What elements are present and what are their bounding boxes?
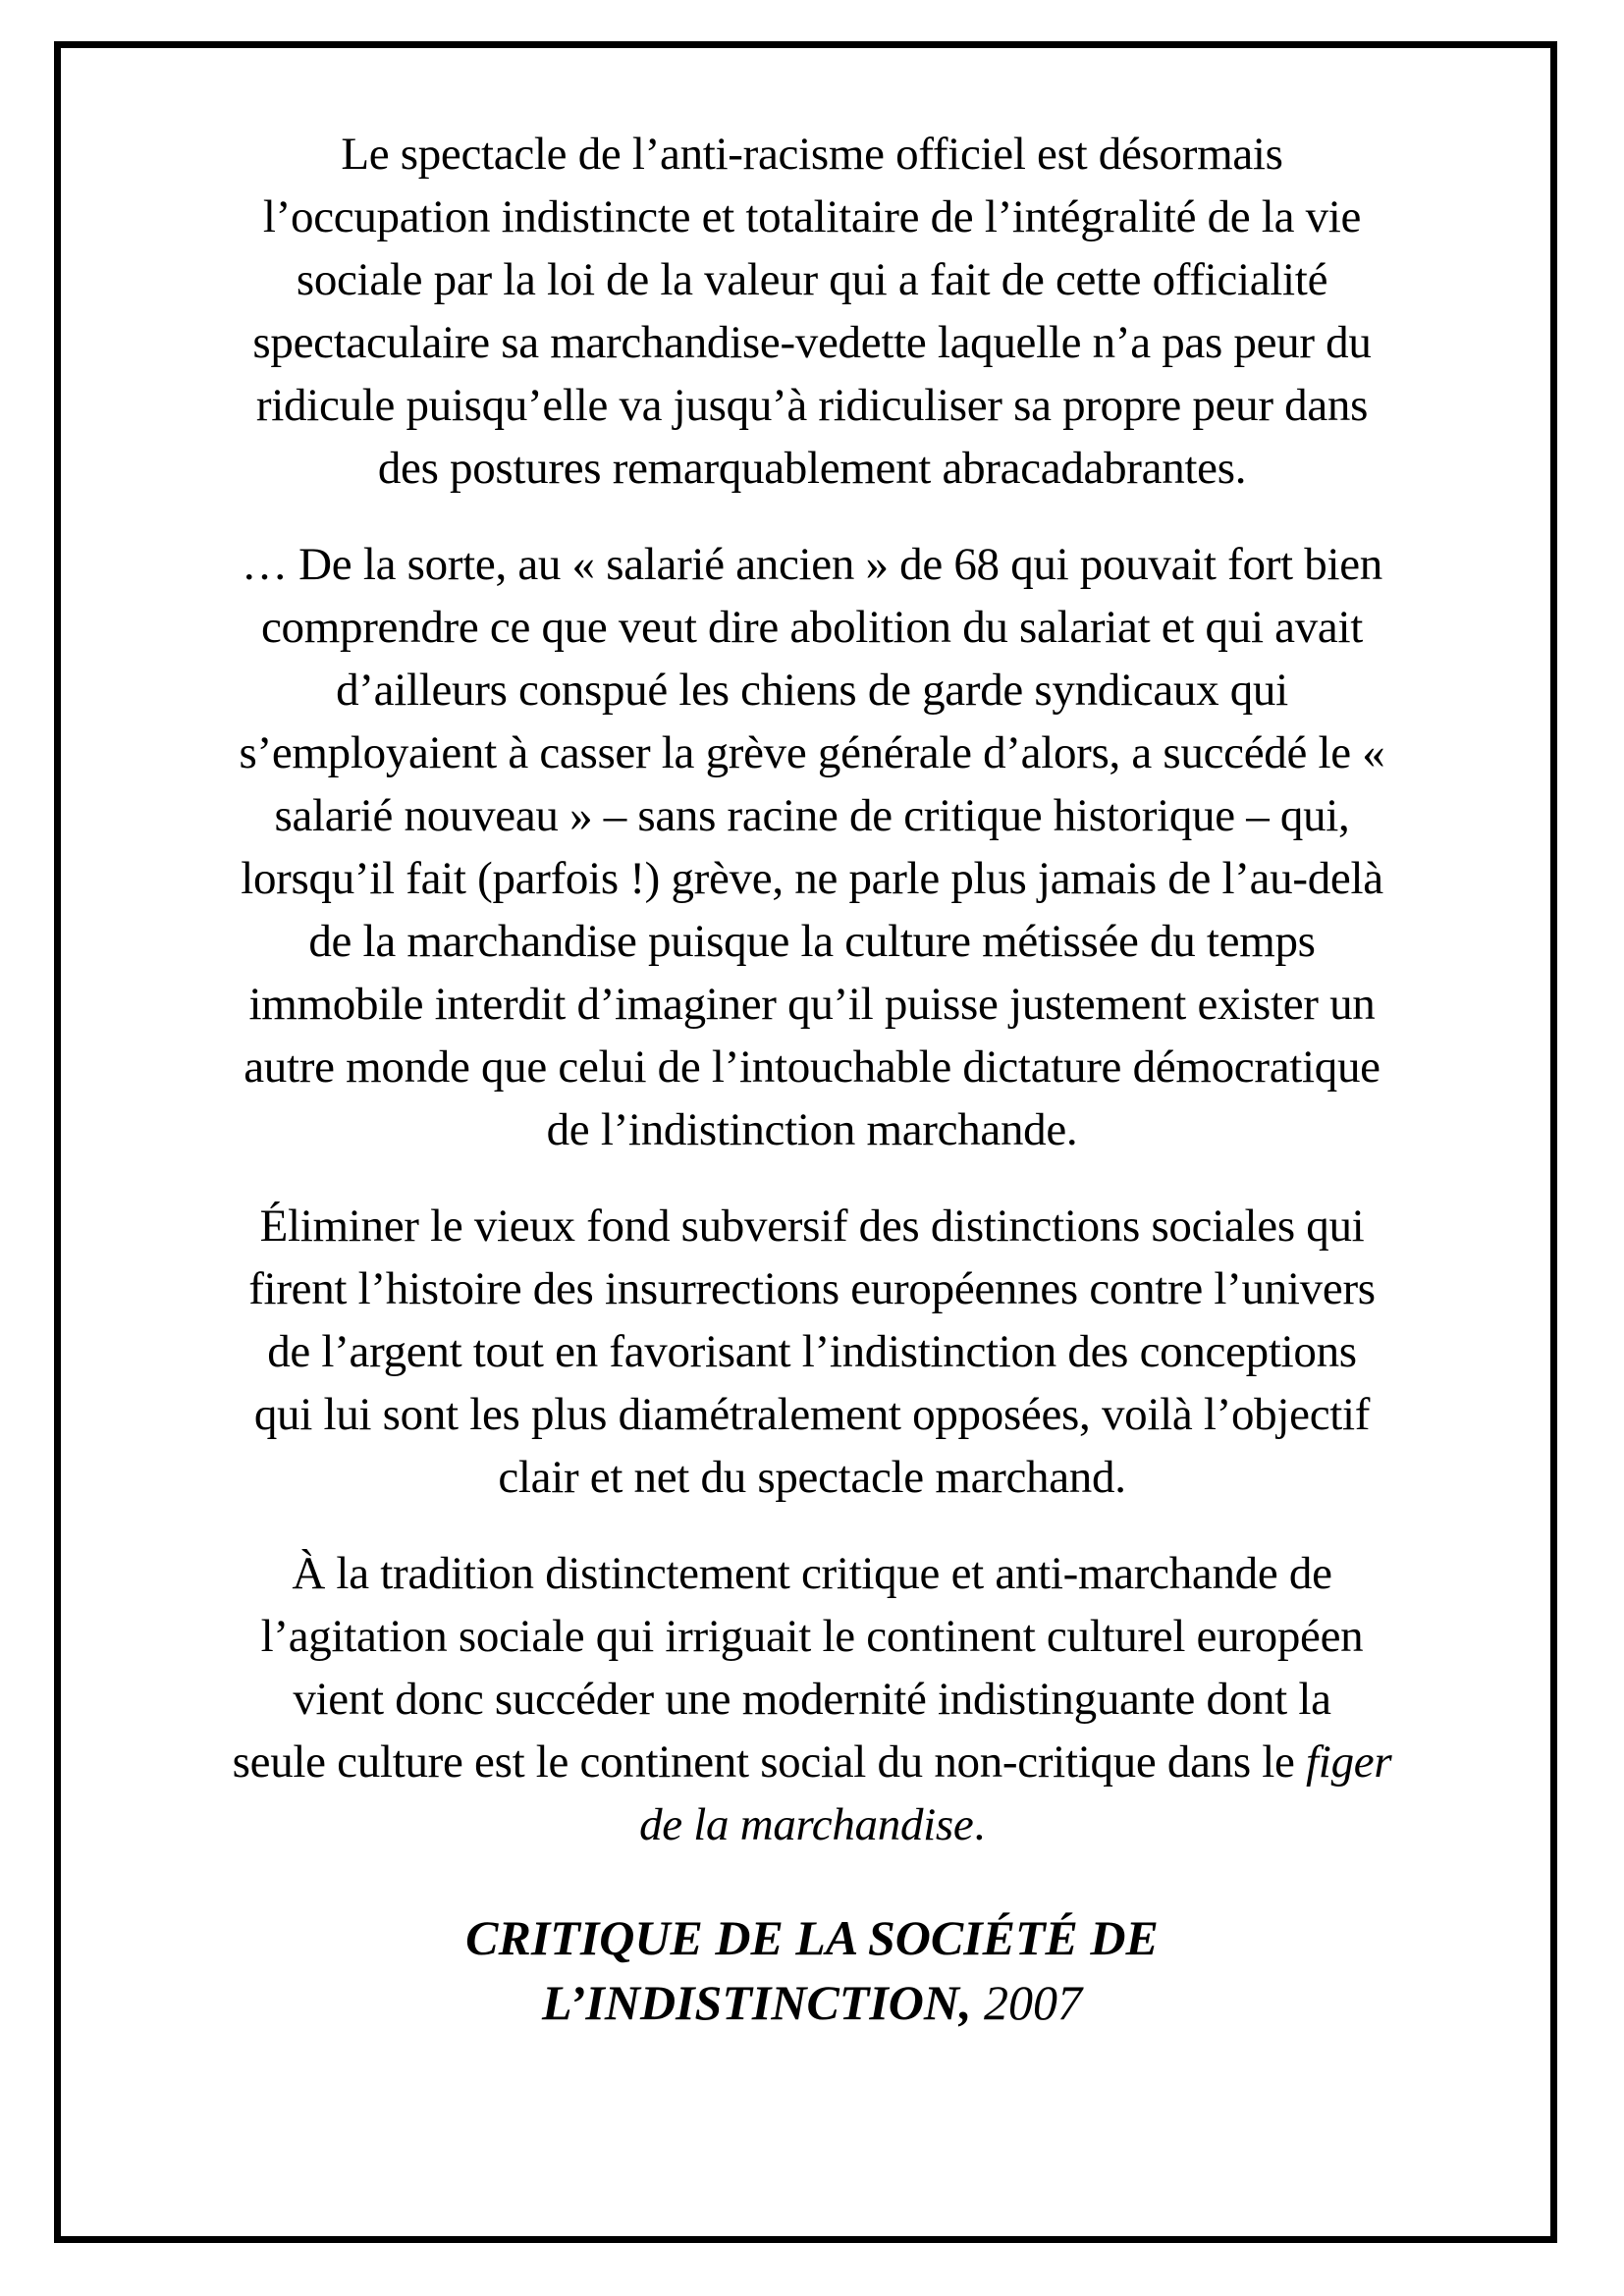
text-line: Éliminer le vieux fond subversif des distinctions sociales qui — [259, 1201, 1365, 1252]
text-line: salarié nouveau » – sans racine de critique historique – qui, — [274, 790, 1350, 841]
text-segment: seule culture est le continent social du non-critique dans le — [232, 1736, 1307, 1788]
text-line: clair et net du spectacle marchand. — [498, 1452, 1126, 1503]
text-line: … De la sorte, au « salarié ancien » de 68 qui pouvait fort bien — [242, 539, 1382, 590]
text-segment: . — [973, 1799, 985, 1850]
signature-line — [79, 1970, 1545, 2035]
paragraph-3 — [79, 1195, 1545, 1509]
text-line: À la tradition distinctement critique et anti-marchande de — [292, 1548, 1332, 1599]
text-line: comprendre ce que veut dire abolition du salariat et qui avait — [260, 602, 1364, 653]
paragraph-1 — [79, 123, 1545, 500]
text-line: l’occupation indistincte et totalitaire de l’intégralité de la vie — [262, 191, 1362, 242]
signature-title-part: L’INDISTINCTION, — [541, 1975, 972, 2030]
text-line: de l’indistinction marchande. — [546, 1104, 1078, 1155]
signature-year: 2007 — [971, 1975, 1083, 2030]
italic-emphasis: figer — [1306, 1736, 1392, 1788]
text-line: de l’argent tout en favorisant l’indistinction des conceptions — [267, 1326, 1357, 1377]
text-line: Le spectacle de l’anti-racisme officiel est désormais — [341, 129, 1283, 180]
signature-line: CRITIQUE DE LA SOCIÉTÉ DE — [465, 1910, 1159, 1965]
text-line — [79, 1731, 1545, 1793]
paragraph-2 — [79, 533, 1545, 1161]
text-line: ridicule puisqu’elle va jusqu’à ridiculiser sa propre peur dans — [255, 380, 1369, 431]
text-line: s’employaient à casser la grève générale d’alors, a succédé le « — [239, 727, 1385, 778]
text-line: lorsqu’il fait (parfois !) grève, ne parle plus jamais de l’au-delà — [241, 853, 1383, 904]
text-line: immobile interdit d’imaginer qu’il puisse justement exister un — [248, 979, 1376, 1030]
italic-emphasis: de la marchandise — [639, 1799, 974, 1850]
paragraph-4 — [79, 1542, 1545, 1856]
text-line — [79, 1793, 1545, 1856]
text-line: firent l’histoire des insurrections européennes contre l’univers — [248, 1263, 1376, 1314]
text-line: l’agitation sociale qui irriguait le continent culturel européen — [260, 1611, 1364, 1662]
signature-title — [79, 1905, 1545, 2035]
document-body — [79, 123, 1545, 2035]
text-line: des postures remarquablement abracadabrantes. — [377, 443, 1247, 494]
text-line: d’ailleurs conspué les chiens de garde syndicaux qui — [336, 665, 1288, 716]
text-line: sociale par la loi de la valeur qui a fait de cette officialité — [296, 254, 1328, 305]
text-line: vient donc succéder une modernité indistinguante dont la — [293, 1674, 1331, 1725]
text-line: spectaculaire sa marchandise-vedette laquelle n’a pas peur du — [252, 317, 1372, 368]
text-line: autre monde que celui de l’intouchable dictature démocratique — [244, 1041, 1380, 1093]
text-line: de la marchandise puisque la culture métissée du temps — [308, 916, 1316, 967]
text-line: qui lui sont les plus diamétralement opposées, voilà l’objectif — [253, 1389, 1371, 1440]
